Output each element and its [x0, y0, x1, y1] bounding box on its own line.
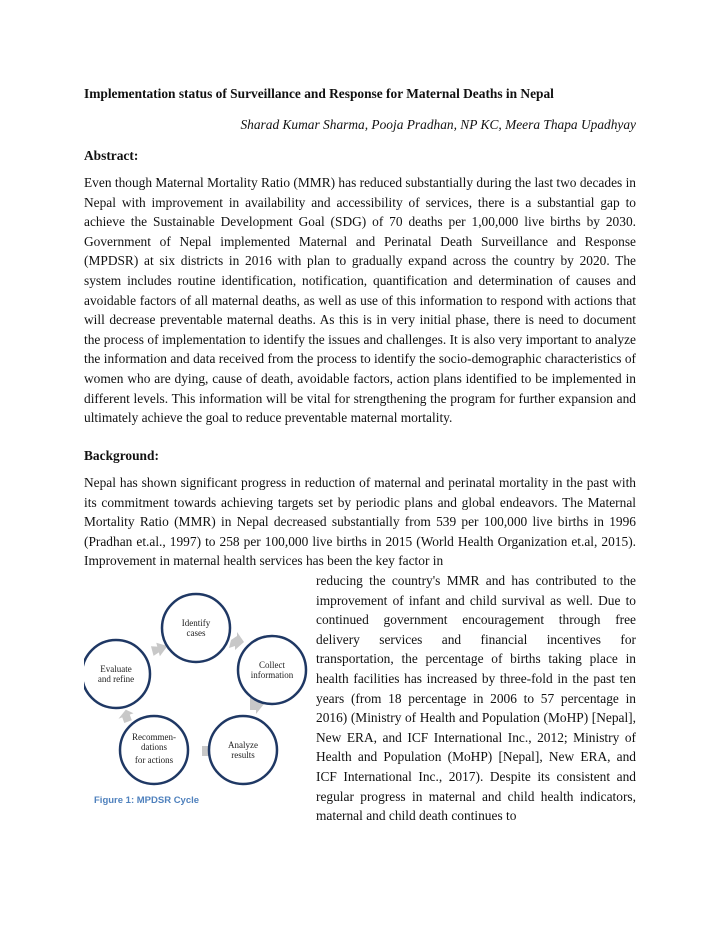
node-label: Analyze: [228, 740, 258, 750]
node-label: Identify: [181, 618, 211, 628]
node-label: and refine: [97, 674, 135, 684]
background-paragraph: Nepal has shown significant progress in reduction of maternal and perinatal mortality in the past with its commitment towards achieving targets set by periodic plans and global endeavors. The Maternal Mortality Ratio (MMR) in Nepal decreased substantially from 539 per 100,000 live births in 1996 (Pradhan et.al., 1997) to 258 per 100,000 live births in 2015 (World Health Organization et.al, 2015). Improvement in maternal health services has been the key factor in: [84, 475, 636, 569]
node-label: cases: [186, 628, 206, 638]
abstract-heading: Abstract:: [84, 148, 139, 163]
node-label: dations: [141, 742, 167, 752]
cycle-arrow: [229, 632, 244, 650]
mpdsr-cycle-diagram: [84, 588, 308, 820]
node-label: information: [250, 670, 294, 680]
background-paragraph-continued: reducing the country's MMR and has contributed to the improvement of infant and child survival as well. Due to continued government encouragement through free delivery services and financial incentives for transportation, the percentage of births taking place in health facilities has increased by three-fold in the past ten years (from 18 percentage in 2006 to 57 percentage in 2016) (Ministry of Health and Population (MoHP) [Nepal], New ERA, and ICF International Inc., 2012; Ministry of Health and Population (MoHP) [Nepal], New ERA, and ICF International Inc., 2017). Despite its consistent and regular progress in maternal and child health indicators, maternal and child death continues to: [316, 573, 636, 824]
node-label: results: [231, 750, 255, 760]
paper-title: Implementation status of Surveillance and Response for Maternal Deaths in Nepal: [84, 86, 554, 101]
cycle-node-analyze: [209, 716, 277, 784]
background-heading: Background:: [84, 448, 159, 463]
cycle-node-collect: [238, 636, 306, 704]
abstract-paragraph: Even though Maternal Mortality Ratio (MMR) has reduced substantially during the last two decades in Nepal with improvement in availability and accessibility of services, there is a substantial gap to achieve the Sustainable Development Goal (SDG) of 70 deaths per 1,00,000 live births by 2030. Government of Nepal implemented Maternal and Perinatal Death Surveillance and Response (MPDSR) at six districts in 2016 with plan to gradually expand across the country by 2020. The system includes routine identification, notification, quantification and determination of causes and avoidable factors of all maternal deaths, as well as use of this information to respond with actions that will decrease preventable maternal deaths. As this is in very initial phase, there is need to document the process of implementation to identify the issues and challenges. It is also very important to analyze the information and data received from the process to identify the socio-demographic characteristics of women who are dying, cause of death, avoidable factors, action plans identified to be implemented in different levels. This information will be vital for strengthening the program for further expansion and ultimately achieve the goal to reduce preventable maternal mortality.: [84, 175, 636, 426]
cycle-node-evaluate: [84, 640, 150, 708]
author-list: Sharad Kumar Sharma, Pooja Pradhan, NP KC, Meera Thapa Upadhyay: [240, 117, 636, 132]
cycle-node-recommend: [120, 716, 188, 784]
node-label: Evaluate: [100, 664, 132, 674]
node-label: Recommen-: [132, 732, 176, 742]
figure-caption: Figure 1: MPDSR Cycle: [94, 795, 200, 806]
node-label: Collect: [259, 660, 285, 670]
node-label: for actions: [134, 755, 174, 765]
cycle-node-identify: [162, 594, 230, 662]
cycle-arrow: [116, 708, 135, 725]
